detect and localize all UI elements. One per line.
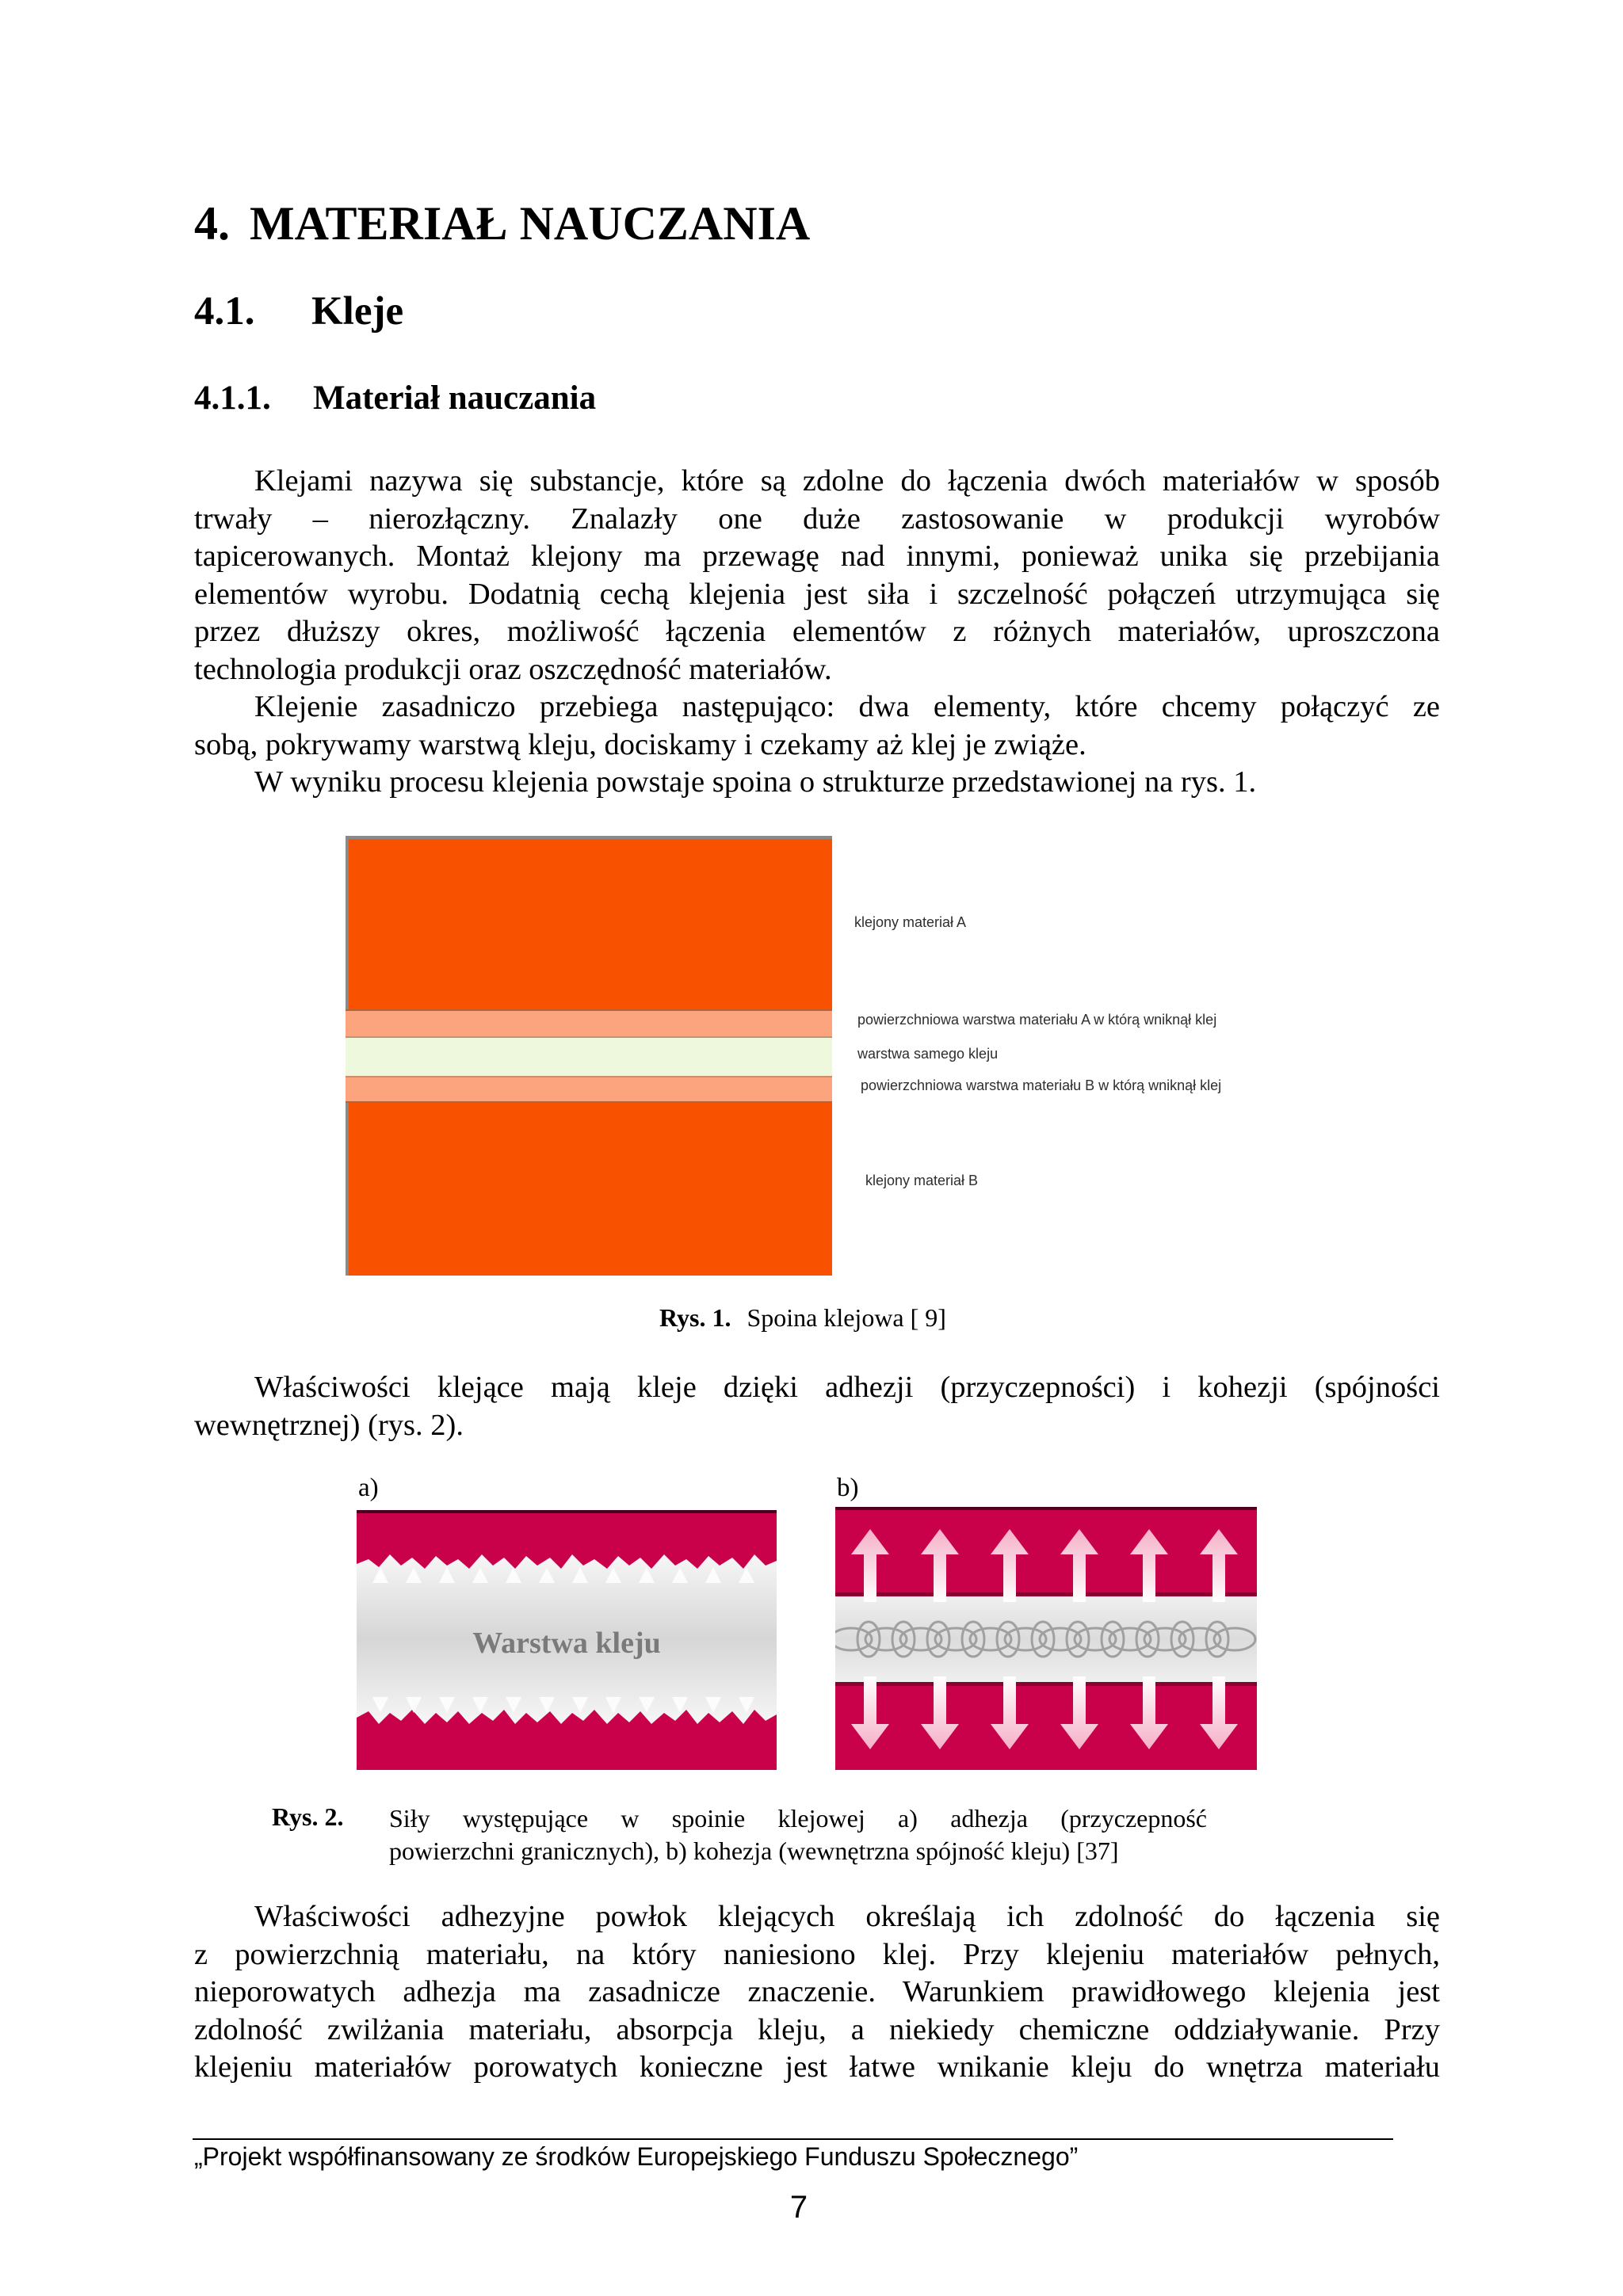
chapter-title: MATERIAŁ NAUCZANIA	[250, 197, 811, 250]
label-material-b: klejony materiał B	[865, 1173, 979, 1188]
figure-2-caption	[389, 1802, 1207, 1867]
label-surface-b: powierzchniowa warstwa materiału B w którą wniknął klej	[861, 1077, 1222, 1093]
caption-line: powierzchni granicznych), b) kohezja (wewnętrzna spójność kleju) [37]	[389, 1836, 1119, 1865]
footer-text: „Projekt współfinansowany ze środków Europejskiego Funduszu Społecznego”	[194, 2142, 1079, 2171]
caption-line: Siły występujące w spoinie klejowej a) adhezja (przyczepność	[389, 1804, 1207, 1833]
chapter-number: 4.	[194, 197, 230, 250]
footer-divider	[193, 2138, 1393, 2140]
text-line: z powierzchnią materiału, na który naniesiono klej. Przy klejeniu materiałów pełnych,	[194, 1937, 1440, 1971]
figure-2-caption-number: Rys. 2.	[272, 1802, 344, 1831]
figure-adhesion	[357, 1510, 777, 1770]
label-surface-a: powierzchniowa warstwa materiału A w którą wniknął klej	[857, 1012, 1217, 1028]
text-line: wewnętrznej) (rys. 2).	[194, 1408, 464, 1442]
text-line: tapicerowanych. Montaż klejony ma przewagę nad innymi, ponieważ unika się przebijania	[194, 540, 1440, 573]
section-number: 4.1.	[194, 289, 255, 334]
text-line: Właściwości adhezyjne powłok klejących określają ich zdolność do łączenia się	[254, 1900, 1440, 1933]
text-line: przez dłuższy okres, możliwość łączenia elementów z różnych materiałów, uproszczona	[194, 615, 1440, 648]
paragraph-properties	[194, 1369, 1440, 1444]
text-line: technologia produkcji oraz oszczędność materiałów.	[194, 652, 832, 686]
subsection-title: Materiał nauczania	[313, 379, 597, 417]
figure-2a-label: a)	[358, 1474, 379, 1502]
text-line: trwały – nierozłączny. Znalazły one duże zastosowanie w produkcji wyrobów	[194, 502, 1440, 536]
text-line: Właściwości klejące mają kleje dzięki adhezji (przyczepności) i kohezji (spójności	[254, 1371, 1440, 1404]
paragraph-adhesion	[194, 1898, 1440, 2087]
text-line: sobą, pokrywamy warstwą kleju, dociskamy i czekamy aż klej je zwiąże.	[194, 727, 1086, 761]
glue-layer-label: Warstwa kleju	[472, 1627, 661, 1660]
label-material-a: klejony materiał A	[854, 914, 967, 930]
text-line: Klejami nazywa się substancje, które są zdolne do łączenia dwóch materiałów w sposób	[254, 464, 1440, 498]
text-line: elementów wyrobu. Dodatnią cechą klejenia jest siła i szczelność połączeń utrzymująca się	[194, 577, 1440, 611]
text-line: klejeniu materiałów porowatych konieczne jest łatwe wnikanie kleju do wnętrza materiału	[194, 2050, 1440, 2084]
figure-cohesion	[835, 1507, 1257, 1770]
page-number: 7	[789, 2190, 808, 2225]
text-line: zdolność zwilżania materiału, absorpcja kleju, a niekiedy chemiczne oddziaływanie. Przy	[194, 2012, 1440, 2046]
caption-number: Rys. 1.	[659, 1303, 731, 1332]
text-line: Klejenie zasadniczo przebiega następująco: dwa elementy, które chcemy połączyć ze	[254, 690, 1440, 723]
subsection-number: 4.1.1.	[194, 379, 271, 417]
label-glue-layer: warstwa samego kleju	[857, 1046, 999, 1062]
caption-text: Spoina klejowa [ 9]	[747, 1303, 946, 1332]
text-line: W wyniku procesu klejenia powstaje spoina o strukturze przedstawionej na rys. 1.	[254, 765, 1257, 799]
section-title: Kleje	[311, 289, 404, 334]
figure-2b-label: b)	[837, 1474, 859, 1502]
figure-1-caption	[659, 1303, 946, 1333]
text-line: nieporowatych adhezja ma zasadnicze znaczenie. Warunkiem prawidłowego klejenia jest	[194, 1975, 1440, 2008]
